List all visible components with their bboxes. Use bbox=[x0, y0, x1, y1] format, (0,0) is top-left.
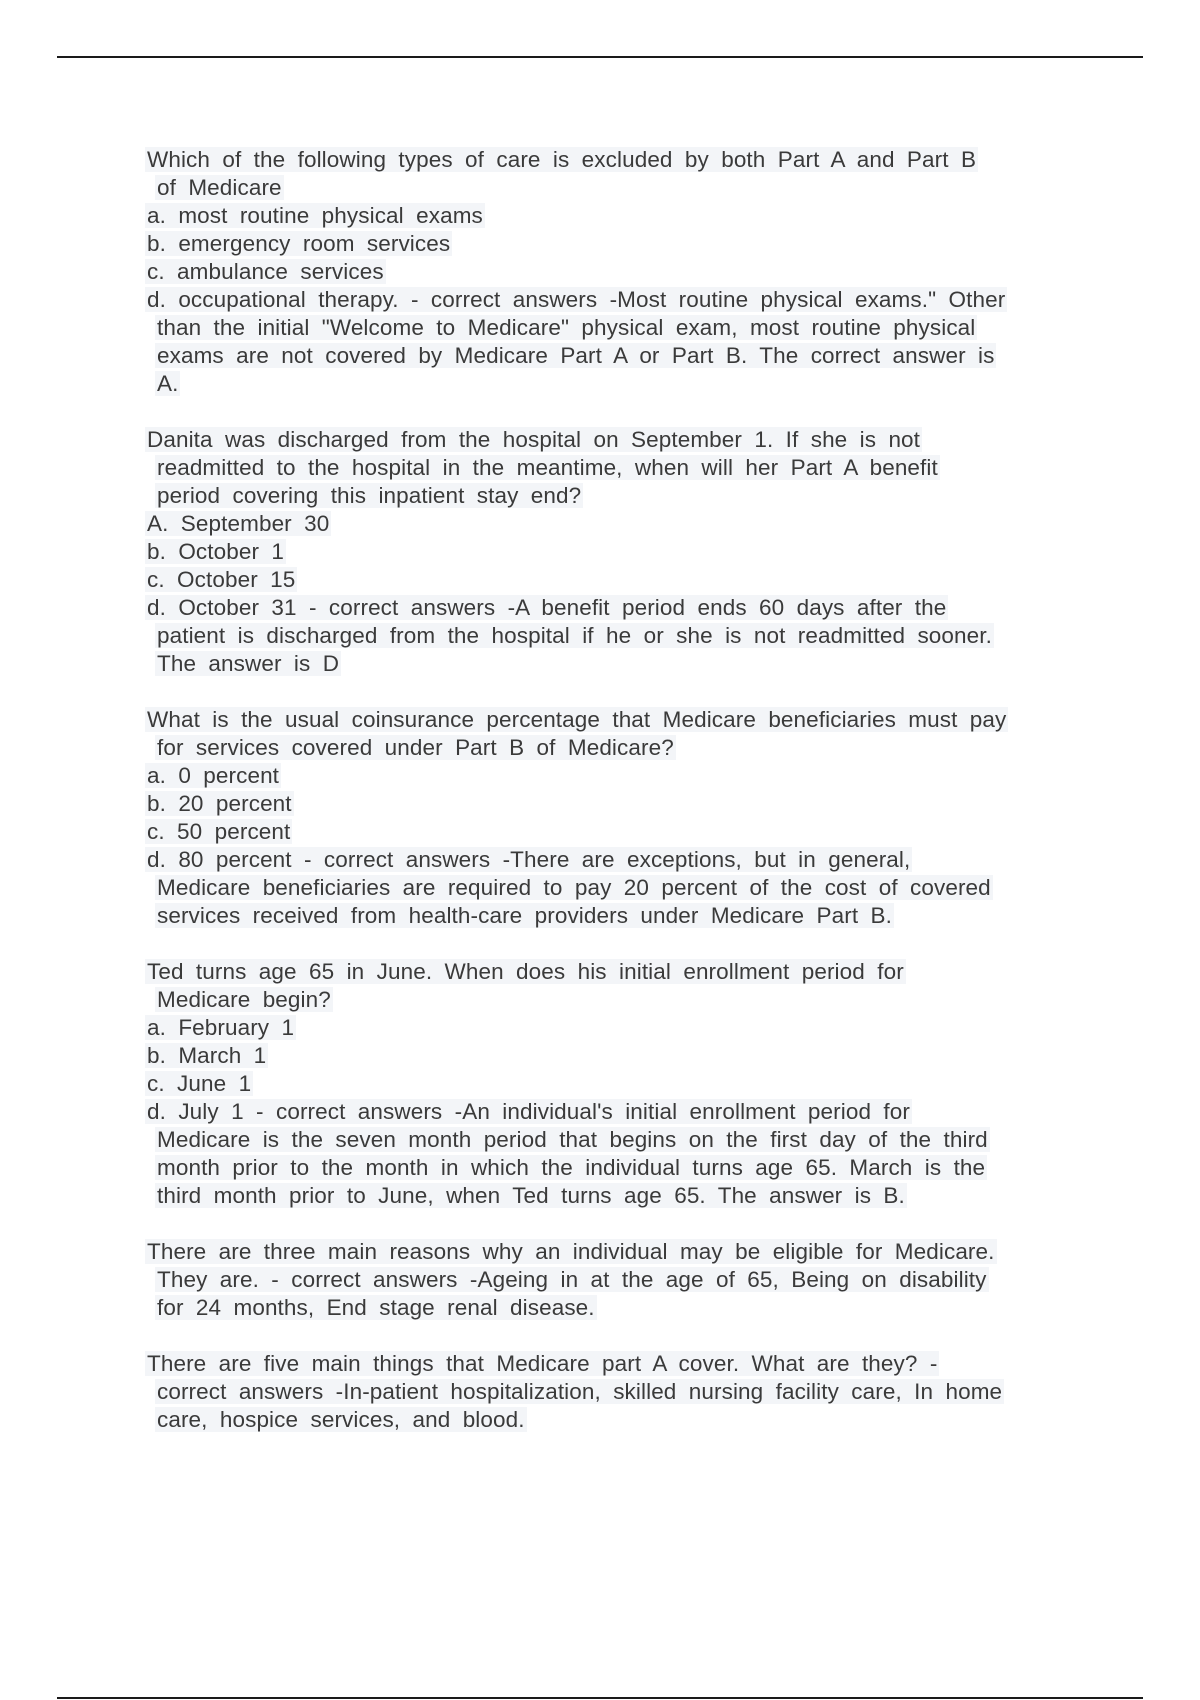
text-line: Medicare beneficiaries are required to pay 20 percent of the cost of covered bbox=[157, 875, 991, 900]
text-line: There are three main reasons why an individual may be eligible for Medicare. bbox=[147, 1239, 995, 1264]
answer-option: d. July 1 - correct answers -An individual's initial enrollment period for bbox=[147, 1099, 910, 1124]
text-line: A. bbox=[157, 371, 179, 396]
text-line: care, hospice services, and blood. bbox=[157, 1407, 525, 1432]
question-block-5 bbox=[145, 1238, 1080, 1322]
answer-option: c. October 15 bbox=[147, 567, 296, 592]
answer-option: a. 0 percent bbox=[147, 763, 280, 788]
text-line: The answer is D bbox=[157, 651, 340, 676]
answer-option: c. 50 percent bbox=[147, 819, 291, 844]
question-block-6 bbox=[145, 1350, 1080, 1434]
text-line: for services covered under Part B of Medicare? bbox=[157, 735, 674, 760]
text-line: for 24 months, End stage renal disease. bbox=[157, 1295, 595, 1320]
answer-option: c. June 1 bbox=[147, 1071, 252, 1096]
answer-option: b. 20 percent bbox=[147, 791, 292, 816]
text-line: Ted turns age 65 in June. When does his initial enrollment period for bbox=[147, 959, 904, 984]
text-line: Which of the following types of care is excluded by both Part A and Part B bbox=[147, 147, 977, 172]
text-line: exams are not covered by Medicare Part A or Part B. The correct answer is bbox=[157, 343, 995, 368]
document-body bbox=[145, 146, 1080, 1462]
text-line: Medicare is the seven month period that begins on the first day of the third bbox=[157, 1127, 988, 1152]
text-line: Medicare begin? bbox=[157, 987, 331, 1012]
text-line: of Medicare bbox=[157, 175, 282, 200]
text-line: services received from health-care providers under Medicare Part B. bbox=[157, 903, 892, 928]
answer-option: a. most routine physical exams bbox=[147, 203, 483, 228]
answer-option: b. October 1 bbox=[147, 539, 285, 564]
text-line: There are five main things that Medicare part A cover. What are they? - bbox=[147, 1351, 938, 1376]
answer-option: d. October 31 - correct answers -A benefit period ends 60 days after the bbox=[147, 595, 947, 620]
answer-option: a. February 1 bbox=[147, 1015, 295, 1040]
text-line: than the initial "Welcome to Medicare" physical exam, most routine physical bbox=[157, 315, 976, 340]
question-block-3 bbox=[145, 706, 1080, 930]
answer-option: b. March 1 bbox=[147, 1043, 267, 1068]
text-line: patient is discharged from the hospital if he or she is not readmitted sooner. bbox=[157, 623, 992, 648]
text-line: Danita was discharged from the hospital on September 1. If she is not bbox=[147, 427, 921, 452]
top-rule bbox=[57, 56, 1143, 58]
answer-option: b. emergency room services bbox=[147, 231, 451, 256]
bottom-rule bbox=[57, 1697, 1143, 1699]
question-block-4 bbox=[145, 958, 1080, 1210]
text-line: readmitted to the hospital in the meantime, when will her Part A benefit bbox=[157, 455, 938, 480]
answer-option: d. 80 percent - correct answers -There are exceptions, but in general, bbox=[147, 847, 911, 872]
question-block-1 bbox=[145, 146, 1080, 398]
answer-option: A. September 30 bbox=[147, 511, 330, 536]
answer-option: c. ambulance services bbox=[147, 259, 384, 284]
text-line: period covering this inpatient stay end? bbox=[157, 483, 582, 508]
text-line: What is the usual coinsurance percentage that Medicare beneficiaries must pay bbox=[147, 707, 1007, 732]
question-block-2 bbox=[145, 426, 1080, 678]
text-line: month prior to the month in which the individual turns age 65. March is the bbox=[157, 1155, 986, 1180]
text-line: correct answers -In-patient hospitalization, skilled nursing facility care, In home bbox=[157, 1379, 1003, 1404]
text-line: third month prior to June, when Ted turns age 65. The answer is B. bbox=[157, 1183, 905, 1208]
answer-option: d. occupational therapy. - correct answers -Most routine physical exams." Other bbox=[147, 287, 1006, 312]
text-line: They are. - correct answers -Ageing in at the age of 65, Being on disability bbox=[157, 1267, 987, 1292]
